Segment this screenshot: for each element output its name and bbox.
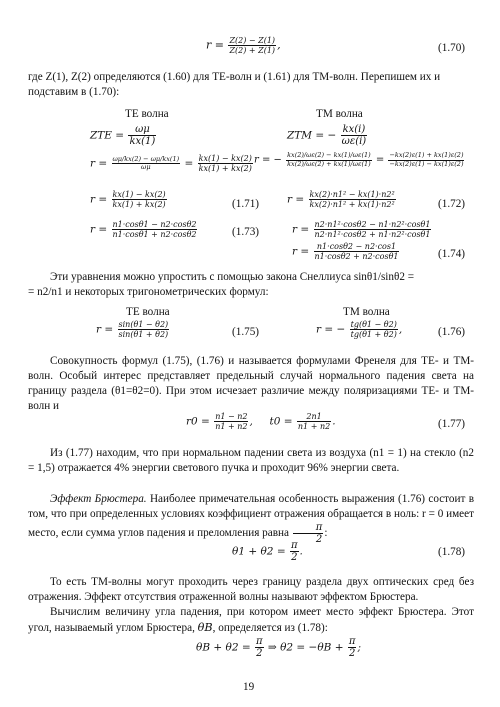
paragraph-tail: , определяется из (1.78): <box>212 622 328 634</box>
frac-num: π <box>290 540 298 551</box>
frac-den: 2 <box>315 534 323 545</box>
frac-den: n1·cosθ1 + n2·cosθ2 <box>112 230 197 239</box>
eq-fraction <box>314 242 400 261</box>
eq-fraction <box>348 636 357 659</box>
eq-middle: θ2 = −θB + <box>280 641 344 654</box>
paragraph-text: Наиболее примечательная особенность выражения (1.76) состоит в том, что при определенных условиях коэффициент отражения обращается в ноль: r = 0 имеет место, если сумма углов падения и преломления равна <box>28 493 474 540</box>
frac-num: ωμ/kx(2) − ωμ/kx(1) <box>112 154 180 163</box>
r-te-equation-2 <box>90 190 168 209</box>
eq-lhs: r = <box>90 223 108 236</box>
paragraph: Совокупность формул (1.75), (1.76) и называется формулами Френеля для TE- и TM-волн. Особый интерес представляет предельный случай нормального падения света на границу раздела (θ1=θ2=0). При этом исчезает различие между поляризациями TE- и TM-волн и <box>28 355 474 412</box>
eq-fraction <box>309 190 396 209</box>
eq-tail: . <box>332 415 336 428</box>
z-te-equation <box>90 124 157 147</box>
frac-den: n2·n1²·cosθ2 + n1·n2²·cosθ1 <box>314 230 431 239</box>
eq-fraction <box>198 154 253 173</box>
eq-tail: , <box>277 38 281 52</box>
eq-fraction <box>112 220 198 239</box>
eq-fraction <box>297 412 331 431</box>
frac-den: 2 <box>256 648 263 659</box>
frac-den: sin(θ1 + θ2) <box>118 330 169 339</box>
r-tm-equation-2 <box>287 190 397 209</box>
z-tm-equation <box>287 124 368 147</box>
r-tm-equation-4 <box>292 242 400 261</box>
frac-num: n1·cosθ1 − n2·cosθ2 <box>112 220 197 229</box>
equation-number: (1.78) <box>438 546 466 558</box>
paragraph-tail: : <box>324 527 328 540</box>
eq-lhs: r = <box>292 223 310 236</box>
paragraph-line: где Z(1), Z(2) определяются (1.60) для TE-волн и (1.61) для TM-волн. Перепишем их и <box>28 71 441 83</box>
frac-num: π <box>348 636 356 647</box>
eq-lhs: r = <box>292 245 310 258</box>
equation-number: (1.71) <box>232 198 260 210</box>
equation-1-75 <box>96 320 170 339</box>
frac-den: n1 + n2 <box>297 422 331 431</box>
page-number: 19 <box>243 681 255 693</box>
frac-den: kx(1) + kx(2) <box>198 164 252 173</box>
eq-lhs: ZTE = <box>90 129 125 142</box>
frac-den: kx(2)/ωε(2) + kx(1)/ωε(1) <box>287 159 371 168</box>
eq-lhs: ZTM = − <box>287 129 337 142</box>
eq-fraction <box>128 124 156 147</box>
frac-den: kx(2)·n1² + kx(1)·n2² <box>309 200 395 209</box>
frac-den: 2 <box>291 552 298 563</box>
eq-fraction <box>388 152 464 168</box>
eq-fraction <box>228 36 276 55</box>
eq-tail: , <box>398 323 403 336</box>
eq-tail: ; <box>357 641 361 654</box>
frac-den: −kx(2)ε(1) − kx(1)ε(2) <box>389 159 464 168</box>
r-te-equation-3 <box>90 220 198 239</box>
paragraph: Из (1.77) находим, что при нормальном падении света из воздуха (n1 = 1) на стекло (n2 = 1,5) отражается 4% энергии светового пучка и проходит 96% энергии света. <box>28 447 474 474</box>
eq-fraction <box>341 124 368 147</box>
eq-lhs: θB + θ2 = <box>196 641 251 654</box>
frac-num: 2n1 <box>297 412 331 422</box>
frac-den: ωμ <box>141 163 151 171</box>
frac-den: kx(1) + kx(2) <box>112 200 166 209</box>
frac-den: ωε(i) <box>341 136 367 147</box>
eq-fraction <box>112 190 167 209</box>
eq-fraction <box>350 320 398 339</box>
eq-lhs: t0 = <box>269 415 293 428</box>
frac-den: n1 + n2 <box>215 422 248 431</box>
r-te-equation-1 <box>90 154 254 173</box>
paragraph-line: Эти уравнения можно упростить с помощью закона Снеллиуса sinθ1/sinθ2 = <box>50 271 415 283</box>
eq-fraction <box>286 152 372 168</box>
brewster-angle-symbol: θB <box>197 621 213 634</box>
equation-number: (1.73) <box>232 226 260 238</box>
tm-wave-header: TM волна <box>316 108 363 120</box>
frac-num: Z(2) − Z(1) <box>229 36 276 45</box>
frac-num: sin(θ1 − θ2) <box>118 320 169 329</box>
equation-number: (1.72) <box>438 198 466 210</box>
frac-num: n1·cosθ2 − n2·cos1 <box>314 242 400 252</box>
eq-equals: = <box>375 154 385 166</box>
frac-den: tg(θ1 + θ2) <box>350 330 397 339</box>
eq-tail: . <box>299 545 303 558</box>
equation-brewster <box>196 636 361 659</box>
frac-num: n2·n1²·cosθ2 − n1·n2²·cosθ1 <box>314 220 431 229</box>
frac-num: π <box>256 636 263 647</box>
equation-number: (1.70) <box>438 42 466 54</box>
frac-num: tg(θ1 − θ2) <box>350 320 397 329</box>
frac-num: kx(2)·n1² − kx(1)·n2² <box>309 190 395 199</box>
eq-lhs: r0 = <box>186 415 210 428</box>
paragraph-text: Вычислим величину угла падения, при котором имеет место эффект Брюстера. Этот угол, называемый углом Брюстера, <box>28 606 474 634</box>
eq-lhs: r = <box>90 157 108 170</box>
eq-separator: , <box>249 415 253 428</box>
italic-term: Эффект Брюстера. <box>50 493 147 505</box>
frac-num: −kx(2)ε(1) + kx(1)ε(2) <box>389 151 464 159</box>
eq-lhs: r = − <box>316 323 346 336</box>
eq-fraction <box>112 156 181 172</box>
eq-fraction <box>290 540 299 563</box>
eq-fraction <box>314 220 432 239</box>
frac-num: n1 − n2 <box>215 412 248 421</box>
equation-number: (1.75) <box>232 326 260 338</box>
equation-number: (1.76) <box>438 326 466 338</box>
equation-number: (1.74) <box>438 248 466 260</box>
frac-num: ωμ <box>128 124 156 136</box>
te-wave-header: TE волна <box>126 306 170 318</box>
eq-lhs: r = <box>206 38 224 52</box>
eq-fraction <box>214 412 248 431</box>
frac-num: kx(i) <box>342 124 366 135</box>
frac-num: π <box>293 522 324 534</box>
paragraph <box>28 492 474 545</box>
r-tm-equation-1 <box>254 152 465 168</box>
eq-lhs: r = <box>90 193 108 206</box>
eq-lhs: θ1 + θ2 = <box>232 545 286 558</box>
tm-wave-header: TM волна <box>343 306 390 318</box>
equation-1-78 <box>232 540 303 563</box>
equation-1-70 <box>206 36 281 55</box>
eq-lhs: r = <box>96 323 114 336</box>
frac-den: n1·cosθ2 + n2·cosθ1 <box>314 252 399 261</box>
eq-fraction <box>118 320 170 339</box>
equation-1-77 <box>186 412 336 431</box>
implies-arrow: ⇒ <box>267 641 277 654</box>
frac-den: kx(1) <box>129 136 156 147</box>
equation-number: (1.77) <box>438 418 466 430</box>
eq-equals: = <box>184 157 194 170</box>
r-tm-equation-3 <box>292 220 432 239</box>
paragraph: То есть TM-волны могут проходить через границу раздела двух оптических сред без отражения. Эффект отсутствия отраженной волны называют эффектом Брюстера. <box>28 576 474 603</box>
equation-1-76 <box>316 320 402 339</box>
frac-num: kx(1) − kx(2) <box>198 154 252 163</box>
eq-fraction <box>255 636 264 659</box>
frac-num: kx(1) − kx(2) <box>112 190 166 199</box>
frac-den: 2 <box>348 648 356 659</box>
paragraph <box>28 605 474 636</box>
frac-den: Z(2) + Z(1) <box>229 46 276 55</box>
eq-lhs: r = − <box>254 154 282 166</box>
eq-lhs: r = <box>287 193 305 206</box>
te-wave-header: TE волна <box>125 108 169 120</box>
paragraph-line: подставим в (1.70): <box>28 86 120 98</box>
paragraph-line: = n2/n1 и некоторых тригонометрических формул: <box>28 286 269 298</box>
frac-num: kx(2)/ωε(2) − kx(1)/ωε(1) <box>287 151 371 159</box>
